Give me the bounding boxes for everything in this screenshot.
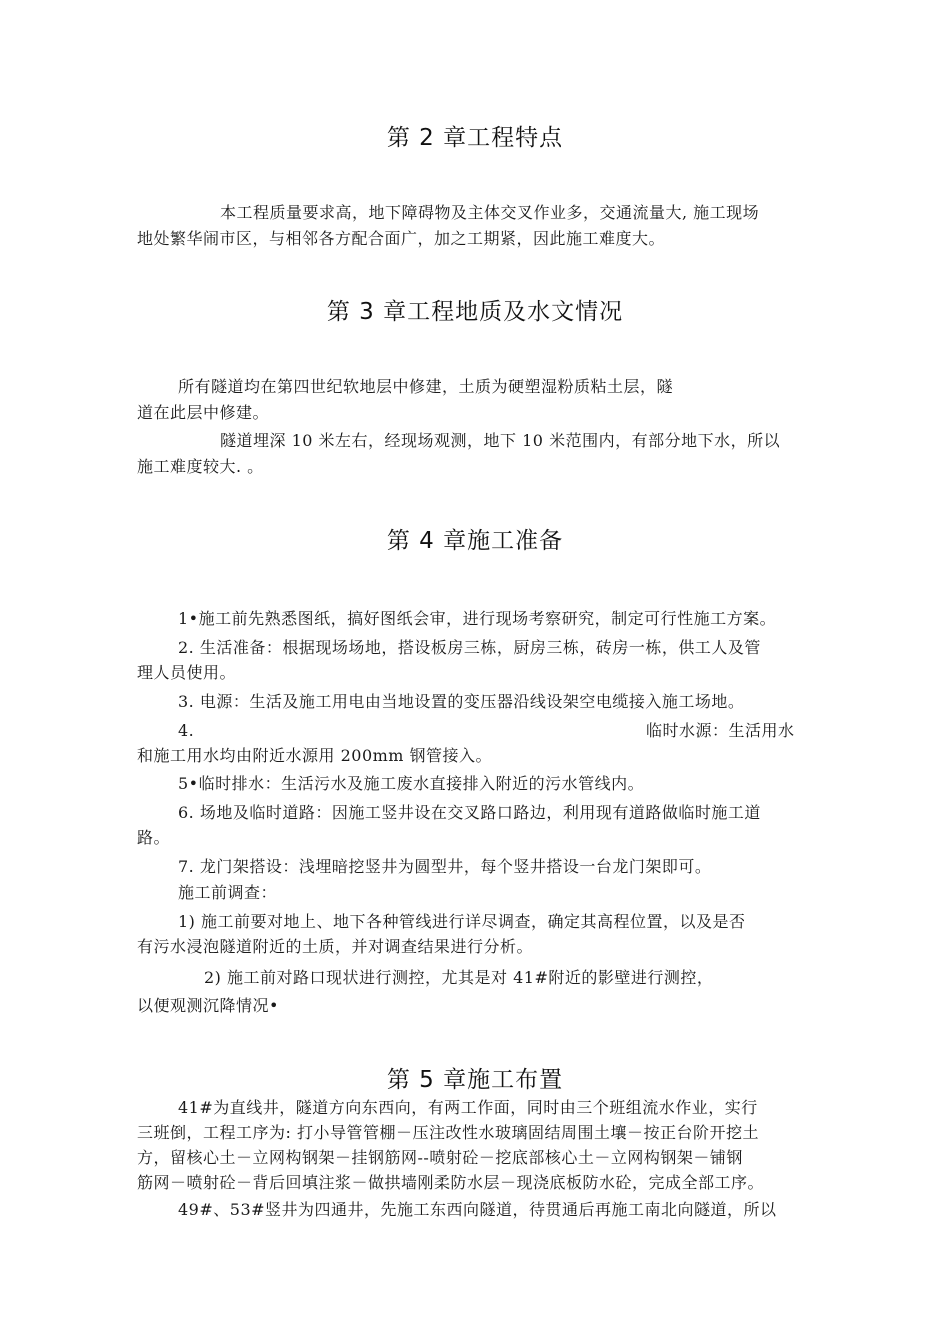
chapter-2-title: 第 2 章工程特点 <box>386 125 564 151</box>
ch2-line-1: 本工程质量要求高，地下障碍物及主体交叉作业多，交通流量大, 施工现场 <box>220 203 760 222</box>
ch4-item-4-text: 临时水源：生活用水 <box>646 721 795 740</box>
ch5-line-5: 49#、53#竖井为四通井，先施工东西向隧道，待贯通后再施工南北向隧道，所以 <box>178 1200 777 1219</box>
chapter-3-title: 第 3 章工程地质及水文情况 <box>326 299 624 325</box>
chapter-4-title: 第 4 章施工准备 <box>386 528 564 554</box>
ch3-p1-line-1: 所有隧道均在第四世纪软地层中修建，土质为硬塑湿粉质粘土层，隧 <box>178 377 674 396</box>
ch4-survey-2-cont: 以便观测沉降情况• <box>137 996 279 1015</box>
chapter-5-title: 第 5 章施工布置 <box>386 1067 564 1093</box>
ch4-item-2: 2. 生活准备：根据现场场地，搭设板房三栋，厨房三栋，砖房一栋，供工人及管 <box>178 638 761 657</box>
ch4-item-5: 5•临时排水：生活污水及施工废水直接排入附近的污水管线内。 <box>178 774 645 793</box>
ch4-survey-1: 1) 施工前要对地上、地下各种管线进行详尽调查，确定其高程位置，以及是否 <box>178 912 746 931</box>
ch4-item-4-number: 4. <box>178 721 195 740</box>
ch4-item-7: 7. 龙门架搭设：浅埋暗挖竖井为圆型井，每个竖井搭设一台龙门架即可。 <box>178 857 712 876</box>
ch5-line-1: 41#为直线井，隧道方向东西向，有两工作面，同时由三个班组流水作业，实行 <box>178 1098 758 1117</box>
ch4-item-1: 1•施工前先熟悉图纸，搞好图纸会审，进行现场考察研究，制定可行性施工方案。 <box>178 609 777 628</box>
ch4-item-3: 3. 电源：生活及施工用电由当地设置的变压器沿线设架空电缆接入施工场地。 <box>178 692 745 711</box>
ch5-line-2: 三班倒，工程工序为: 打小导管管棚－压注改性水玻璃固结周围土壤－按正台阶开挖土 <box>137 1123 759 1142</box>
ch4-item-6: 6. 场地及临时道路：因施工竖井设在交叉路口路边，利用现有道路做临时施工道 <box>178 803 761 822</box>
ch3-p2-line-1: 隧道埋深 10 米左右，经现场观测，地下 10 米范围内，有部分地下水，所以 <box>220 431 781 450</box>
ch5-line-3: 方，留核心土－立网构钢架－挂钢筋网--喷射砼－挖底部核心土－立网构钢架－铺钢 <box>137 1148 743 1167</box>
ch2-line-2: 地处繁华闹市区，与相邻各方配合面广，加之工期紧，因此施工难度大。 <box>137 229 666 248</box>
ch5-line-4: 筋网－喷射砼－背后回填注浆－做拱墙刚柔防水层－现浇底板防水砼，完成全部工序。 <box>137 1173 765 1192</box>
ch4-survey-heading: 施工前调查： <box>178 883 278 902</box>
ch3-p2-line-2: 施工难度较大. 。 <box>137 457 264 476</box>
ch4-item-4-cont: 和施工用水均由附近水源用 200mm 钢管接入。 <box>137 746 493 765</box>
ch4-survey-1-cont: 有污水浸泡隧道附近的土质，并对调查结果进行分析。 <box>137 937 534 956</box>
ch3-p1-line-2: 道在此层中修建。 <box>137 403 270 422</box>
ch4-survey-2: 2) 施工前对路口现状进行测控，尤其是对 41#附近的影壁进行测控， <box>204 968 714 987</box>
ch4-item-6-cont: 路。 <box>137 828 171 847</box>
ch4-item-2-cont: 理人员使用。 <box>137 663 237 682</box>
